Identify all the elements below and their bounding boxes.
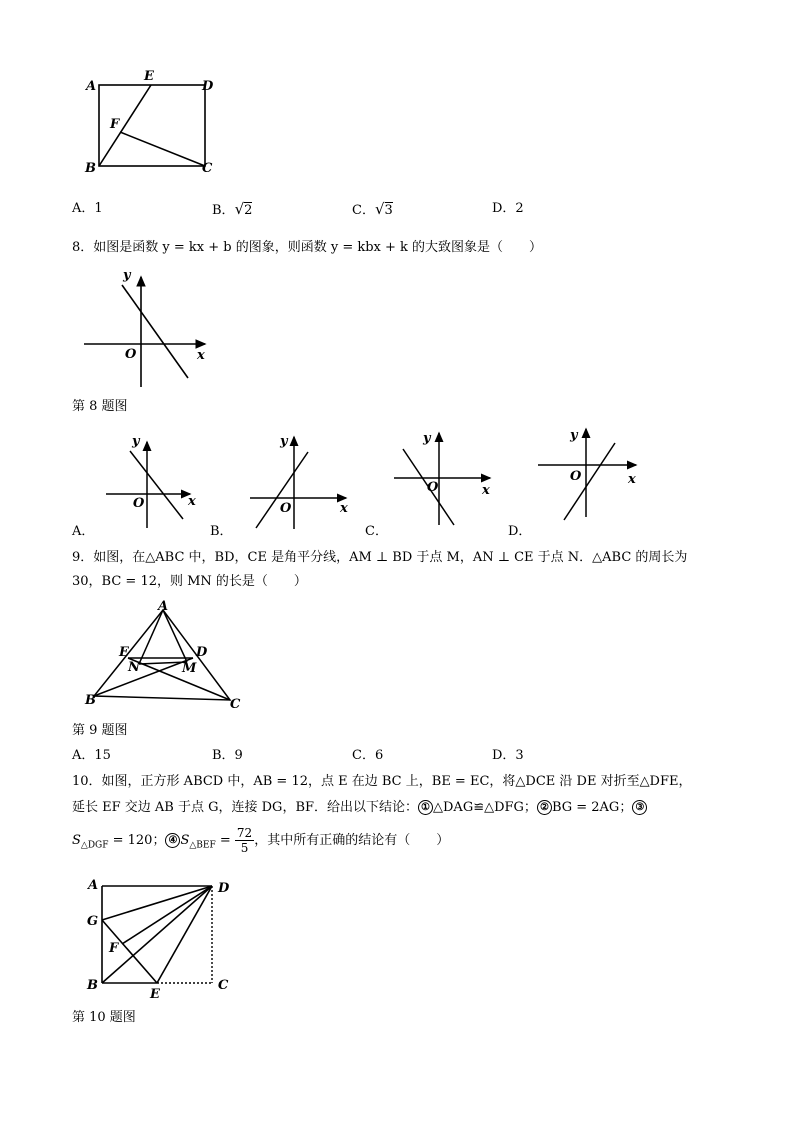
q9-label-A: A: [158, 599, 169, 614]
q8-question: 8．如图是函数 y = kx + b 的图象，则函数 y = kbx + k 的大致图象是（ ）: [72, 240, 543, 255]
q10-question-line1: 10．如图，正方形 ABCD 中，AB = 12，点 E 在边 BC 上，BE = EC，将△DCE 沿 DE 对折至△DFE，: [72, 774, 692, 789]
q8d-y-label: y: [570, 428, 578, 443]
q9-label-C: C: [230, 697, 241, 712]
q9-option-a: A．15: [72, 748, 111, 763]
q9-question-line1: 9．如图，在△ABC 中，BD，CE 是角平分线，AM ⊥ BD 于点 M，AN ⊥ CE 于点 N．△ABC 的周长为: [72, 550, 688, 565]
q9-label-D: D: [196, 645, 208, 660]
q10-label-C: C: [218, 978, 229, 993]
q10-figure: [82, 872, 242, 1002]
q8-option-b: B．: [210, 524, 233, 539]
q8-option-c: C．: [365, 524, 388, 539]
q9-option-c: C．6: [352, 748, 384, 763]
q8a-y-label: y: [132, 434, 140, 449]
q10-question-line2: [72, 799, 647, 817]
q10-conclusion-4-marker: ④: [165, 833, 180, 848]
q8d-origin: O: [570, 469, 582, 484]
q10-line3-end: ，其中所有正确的结论有（ ）: [254, 833, 450, 848]
q10-conclusion-1-marker: ①: [418, 800, 433, 815]
q8-option-d: D．: [508, 524, 532, 539]
q8-option-c-graph: [390, 425, 500, 530]
q9-figure: [80, 598, 250, 713]
q10-conclusion-1: △DAG≌△DFG；: [433, 800, 537, 815]
q8d-x-label: x: [628, 472, 636, 487]
q10-label-F: F: [109, 941, 119, 956]
q7-option-c: C．√3: [352, 200, 393, 218]
q10-label-B: B: [87, 978, 98, 993]
q8-option-a-graph: [100, 432, 200, 532]
q9-option-d: D．3: [492, 748, 524, 763]
q10-s2-eq: =: [215, 833, 235, 848]
fig7-label-F: F: [110, 117, 120, 132]
q10-label-G: G: [87, 914, 99, 929]
q8-main-graph: [80, 265, 220, 395]
q7-figure: [80, 70, 230, 180]
q7-option-b: B．√2: [212, 200, 253, 218]
q10-s1-sub: △DGF: [80, 840, 109, 851]
q10-fraction-num: 72: [236, 826, 253, 840]
fig7-label-B: B: [85, 161, 96, 176]
q9-label-N: N: [128, 660, 140, 675]
q7-option-a: A．1: [72, 201, 103, 216]
fig7-label-C: C: [202, 161, 213, 176]
q9-label-M: M: [182, 661, 197, 676]
q10-line2-text: 延长 EF 交边 AB 于点 G，连接 DG，BF．给出以下结论：: [72, 800, 419, 815]
q9-fig-caption: 第 9 题图: [72, 723, 128, 738]
q8a-x-label: x: [188, 494, 196, 509]
q10-conclusion-2: BG = 2AG；: [551, 800, 633, 815]
q8-main-x-label: x: [197, 348, 205, 363]
q8b-y-label: y: [280, 434, 288, 449]
q8-option-d-graph: [534, 425, 644, 525]
q8-main-origin: O: [125, 347, 137, 362]
q8b-x-label: x: [340, 501, 348, 516]
q8-option-b-graph: [246, 432, 356, 532]
q7-option-b-radicand: 2: [244, 203, 253, 218]
q10-fraction-den: 5: [240, 841, 249, 855]
q7-option-d: D．2: [492, 201, 524, 216]
q10-fraction: [235, 826, 254, 855]
q9-question-line2: 30，BC = 12，则 MN 的长是（ ）: [72, 574, 307, 589]
q9-label-B: B: [85, 693, 96, 708]
q10-s2: S: [180, 833, 190, 848]
q10-s1: S: [72, 833, 81, 848]
q7-option-c-radicand: 3: [384, 203, 393, 218]
q10-s1-value: = 120；: [108, 833, 166, 848]
q10-fig-caption: 第 10 题图: [72, 1010, 136, 1025]
fig7-label-D: D: [202, 79, 214, 94]
fig7-label-E: E: [144, 69, 154, 84]
q8-main-y-label: y: [123, 268, 131, 283]
q7-option-c-prefix: C．: [352, 203, 375, 218]
q10-question-line3: [72, 826, 450, 855]
q10-label-E: E: [150, 987, 160, 1002]
q8b-origin: O: [280, 501, 292, 516]
q7-option-b-prefix: B．: [212, 203, 235, 218]
q8-option-a: A．: [72, 524, 95, 539]
q10-label-A: A: [88, 878, 99, 893]
q10-label-D: D: [218, 881, 230, 896]
q10-conclusion-3-marker: ③: [632, 800, 647, 815]
q8c-origin: O: [427, 480, 439, 495]
q9-option-b: B．9: [212, 748, 243, 763]
q8a-origin: O: [133, 496, 145, 511]
q8c-x-label: x: [482, 483, 490, 498]
q10-s2-sub: △BEF: [189, 840, 216, 851]
q8-fig-caption: 第 8 题图: [72, 399, 128, 414]
fig7-label-A: A: [86, 79, 97, 94]
q10-conclusion-2-marker: ②: [537, 800, 552, 815]
q8c-y-label: y: [423, 431, 431, 446]
q9-label-E: E: [119, 645, 129, 660]
